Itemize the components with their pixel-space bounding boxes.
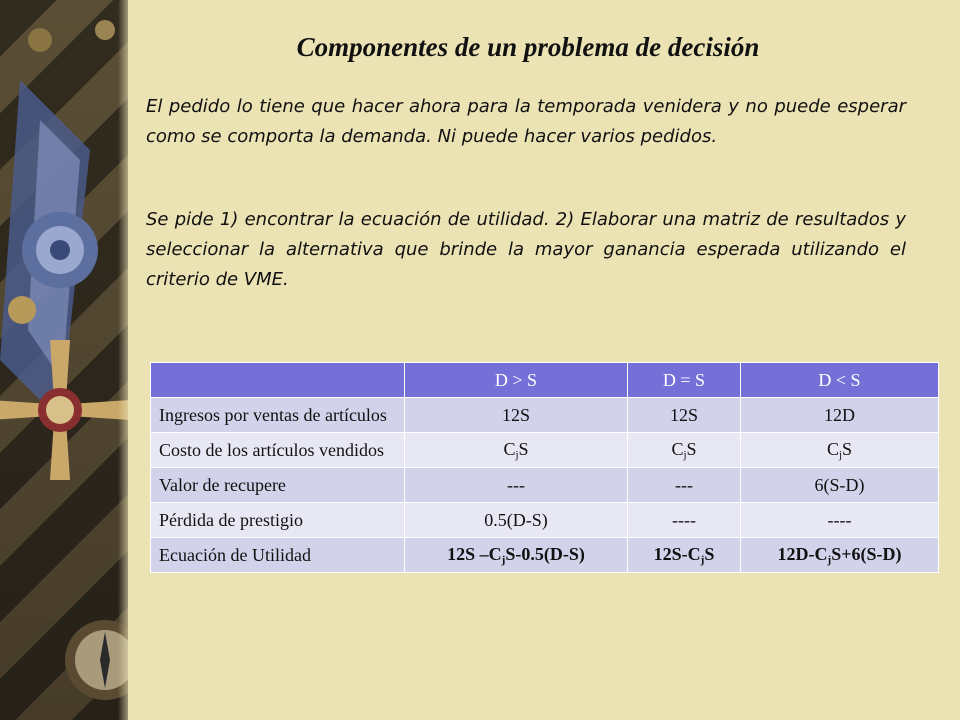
slide-title: Componentes de un problema de decisión bbox=[296, 32, 760, 62]
paragraph-task: Se pide 1) encontrar la ecuación de utilidad. 2) Elaborar una matriz de resultados y seleccionar la alternativa que brinde la mayor ganancia esperada utilizando el criterio de VME. bbox=[146, 209, 906, 290]
table-header-row bbox=[151, 363, 939, 398]
table-row bbox=[151, 468, 939, 503]
table-cell: $12S-C_jS$ bbox=[628, 538, 741, 573]
header-d-less-s: D < S bbox=[741, 363, 939, 398]
table-cell: ---- bbox=[741, 503, 939, 538]
row-label: Costo de los artículos vendidos bbox=[151, 433, 405, 468]
slide-content bbox=[128, 0, 960, 720]
table-row bbox=[151, 538, 939, 573]
table-cell: 12S bbox=[628, 398, 741, 433]
row-label: Valor de recupere bbox=[151, 468, 405, 503]
table-cell: 6(S-D) bbox=[741, 468, 939, 503]
row-label: Ecuación de Utilidad bbox=[151, 538, 405, 573]
row-label: Ingresos por ventas de artículos bbox=[151, 398, 405, 433]
table-row bbox=[151, 433, 939, 468]
table-cell: 12S $-C_jS-0.5(D-S)$ bbox=[405, 538, 628, 573]
table-cell: $C_jS$ bbox=[405, 433, 628, 468]
header-d-greater-s: D > S bbox=[405, 363, 628, 398]
decorative-medal-photo bbox=[0, 0, 128, 720]
table-row bbox=[151, 398, 939, 433]
table-cell: ---- bbox=[628, 503, 741, 538]
table-cell: --- bbox=[628, 468, 741, 503]
table-cell: --- bbox=[405, 468, 628, 503]
table-cell: 12S bbox=[405, 398, 628, 433]
header-d-equal-s: D = S bbox=[628, 363, 741, 398]
results-matrix bbox=[150, 362, 939, 573]
table-cell: 12D bbox=[741, 398, 939, 433]
table-cell: $C_jS$ bbox=[741, 433, 939, 468]
medal-photo-art bbox=[0, 0, 128, 720]
table-cell: 0.5(D-S) bbox=[405, 503, 628, 538]
table-cell: $12D-C_jS+6(S-D)$ bbox=[741, 538, 939, 573]
table-cell: $C_jS$ bbox=[628, 433, 741, 468]
paragraph-order-context: El pedido lo tiene que hacer ahora para la temporada venidera y no puede esperar como se comporta la demanda. Ni puede hacer varios pedidos. bbox=[146, 96, 906, 147]
header-empty bbox=[151, 363, 405, 398]
table-row bbox=[151, 503, 939, 538]
row-label: Pérdida de prestigio bbox=[151, 503, 405, 538]
